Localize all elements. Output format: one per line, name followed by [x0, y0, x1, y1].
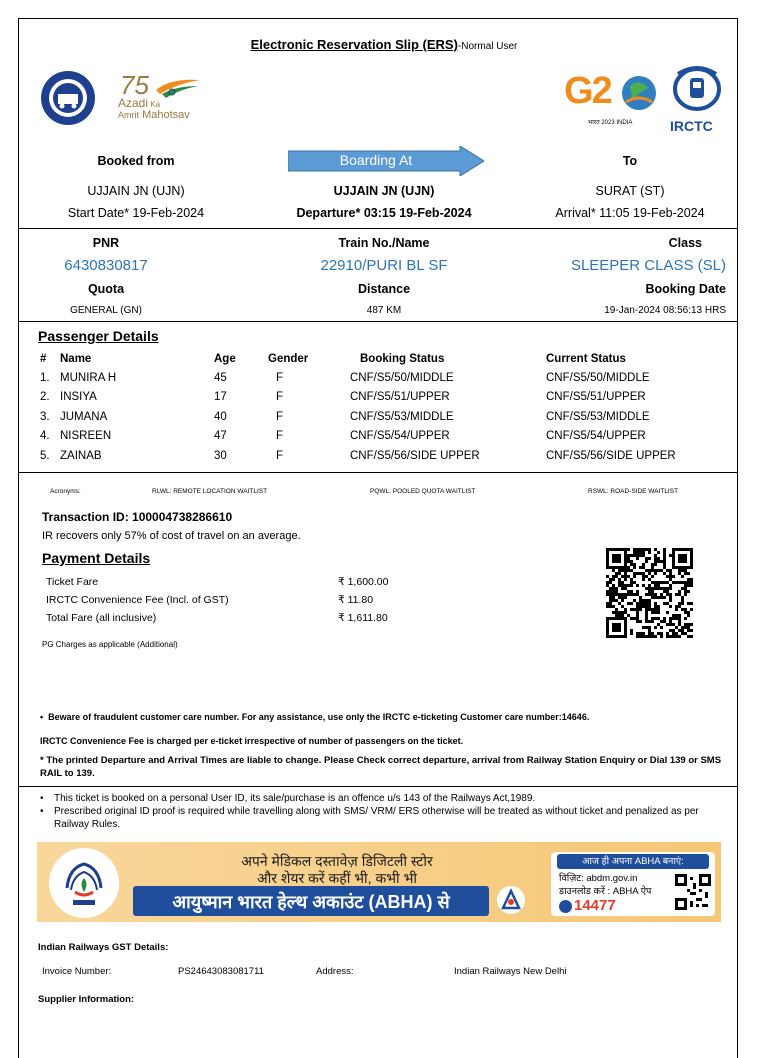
start-date: Start Date* 19-Feb-2024	[67, 206, 205, 220]
transaction-id: Transaction ID: 100004738286610	[42, 510, 233, 524]
from-station: UJJAIN JN (UJN)	[87, 184, 185, 198]
acronym-rswl: RSWL: ROAD-SIDE WAITLIST	[588, 488, 679, 495]
timing-note: * The printed Departure and Arrival Times are liable to change. Please Check correct departure, arrival from Railway Station Enquiry or Dial 139 or SMS RAIL to 139.	[40, 755, 722, 779]
distance-value: 487 KM	[366, 305, 402, 316]
column-header: Gender	[268, 353, 309, 365]
distance-label: Distance	[357, 282, 411, 296]
amrit-mahotsav-text: Amrit Mahotsav	[118, 109, 190, 121]
payment-details-heading: Payment Details	[42, 550, 151, 566]
address-value: Indian Railways New Delhi	[454, 966, 567, 977]
cell-gender: F	[276, 410, 284, 423]
cell-name: JUMANA	[60, 410, 108, 423]
abha-banner	[37, 842, 721, 922]
cell-current-status: CNF/S5/53/MIDDLE	[546, 410, 650, 423]
cell-no: 1.	[40, 371, 50, 384]
cell-age: 40	[214, 410, 227, 423]
arrival-time: Arrival* 11:05 19-Feb-2024	[555, 206, 705, 220]
convenience-fee-value: ₹ 11.80	[338, 594, 374, 606]
quota-label: Quota	[87, 282, 125, 296]
table-row	[40, 368, 726, 388]
invoice-number-value: PS24643083081711	[178, 966, 264, 977]
pnr-label: PNR	[92, 236, 120, 250]
train-label: Train No./Name	[338, 236, 430, 250]
abha-info-card: आज ही अपना ABHA बनाएं: विज़िट: abdm.gov.in डाउनलोड करें : ABHA ऐप 14477	[551, 852, 715, 916]
gst-heading: Indian Railways GST Details:	[38, 942, 169, 953]
cell-name: INSIYA	[60, 391, 97, 404]
abha-phone: 14477	[559, 897, 616, 914]
acronyms-label: Acronyms:	[50, 488, 81, 495]
total-fare-value: ₹ 1,611.80	[338, 612, 388, 624]
passenger-table	[40, 350, 726, 466]
table-row	[40, 446, 726, 466]
page-title: Electronic Reservation Slip (ERS)-Normal User	[250, 37, 518, 52]
boarding-station: UJJAIN JN (UJN)	[333, 184, 435, 198]
convenience-fee-note: IRCTC Convenience Fee is charged per e-ticket irrespective of number of passengers on the ticket.	[40, 736, 464, 746]
column-header: Age	[214, 353, 236, 365]
cell-age: 17	[214, 391, 227, 404]
cell-booking-status: CNF/S5/54/UPPER	[350, 430, 450, 443]
travel-class: SLEEPER CLASS (SL)	[570, 257, 726, 274]
booking-date-value: 19-Jan-2024 08:56:13 HRS	[604, 305, 726, 316]
cell-gender: F	[276, 449, 284, 462]
to-label: To	[622, 154, 638, 168]
cell-name: ZAINAB	[60, 449, 102, 462]
cell-no: 4.	[40, 430, 50, 443]
acronym-rlwl: RLWL: REMOTE LOCATION WAITLIST	[152, 488, 268, 495]
class-label: Class	[668, 236, 702, 250]
table-row	[40, 407, 726, 427]
abha-app-icon	[497, 886, 525, 914]
column-header: Booking Status	[360, 353, 445, 365]
pg-charges-note: PG Charges as applicable (Additional)	[42, 640, 178, 649]
abha-qr-code	[675, 874, 711, 910]
terms-list	[40, 792, 730, 831]
table-row	[40, 427, 726, 447]
divider	[18, 321, 738, 322]
boarding-arrow: Boarding At	[288, 146, 484, 176]
address-label: Address:	[316, 966, 354, 977]
table-row	[40, 388, 726, 408]
banner-highlight: आयुष्मान भारत हेल्थ अकाउंट (ABHA) से	[133, 886, 489, 916]
cell-booking-status: CNF/S5/50/MIDDLE	[350, 371, 454, 384]
convenience-fee-label: IRCTC Convenience Fee (Incl. of GST)	[46, 594, 229, 606]
indian-railways-logo	[40, 70, 96, 126]
cell-no: 3.	[40, 410, 50, 423]
column-header: Current Status	[546, 353, 626, 365]
divider	[18, 472, 738, 473]
cell-gender: F	[276, 371, 284, 384]
list-item: • This ticket is booked on a personal User ID, its sale/purchase is an offence u/s 143 of the Railways Act,1989.	[40, 793, 536, 804]
cell-booking-status: CNF/S5/53/MIDDLE	[350, 410, 454, 423]
cell-gender: F	[276, 391, 284, 404]
cell-current-status: CNF/S5/50/MIDDLE	[546, 371, 650, 384]
fraud-warning: • Beware of fraudulent customer care number. For any assistance, use only the IRCTC e-ticketing Customer care number:14646.	[40, 712, 590, 722]
list-item: • Prescribed original ID proof is required while travelling along with SMS/ VRM/ ERS otherwise will be treated as without ticket and penalized as per Railway Rules.	[40, 806, 699, 830]
cell-current-status: CNF/S5/51/UPPER	[546, 391, 646, 404]
pnr-number: 6430830817	[64, 257, 148, 274]
banner-line-2: और शेयर करें कहीं भी, कभी भी	[256, 870, 418, 886]
ayushman-logo	[49, 848, 119, 918]
ticket-fare-value: ₹ 1,600.00	[338, 576, 389, 588]
cell-age: 45	[214, 371, 227, 384]
cell-gender: F	[276, 430, 284, 443]
divider	[18, 228, 738, 229]
azadi-text: Azadi Ka	[118, 96, 161, 110]
cell-current-status: CNF/S5/56/SIDE UPPER	[546, 449, 676, 462]
banner-line-1: अपने मेडिकल दस्तावेज़ डिजिटली स्टोर	[241, 853, 433, 869]
booked-from-label: Booked from	[97, 154, 175, 168]
cell-booking-status: CNF/S5/51/UPPER	[350, 391, 450, 404]
cell-name: MUNIRA H	[60, 371, 117, 384]
table-header-row	[40, 350, 726, 368]
column-header: Name	[60, 353, 92, 365]
passenger-details-heading: Passenger Details	[38, 328, 159, 344]
cell-name: NISREEN	[60, 430, 112, 443]
booking-date-label: Booking Date	[645, 282, 726, 296]
cell-no: 5.	[40, 449, 50, 462]
quota-value: GENERAL (GN)	[70, 305, 142, 316]
g20-text	[564, 72, 644, 73]
irctc-logo: IRCTC	[666, 64, 728, 138]
divider	[18, 786, 738, 787]
ir-cost-note: IR recovers only 57% of cost of travel on an average.	[42, 530, 301, 542]
acronym-pqwl: PQWL: POOLED QUOTA WAITLIST	[370, 488, 476, 495]
cell-age: 30	[214, 449, 227, 462]
to-station: SURAT (ST)	[595, 184, 665, 198]
ticket-qr-code	[606, 548, 693, 638]
total-fare-label: Total Fare (all inclusive)	[46, 612, 157, 624]
azadi-ka-amrit-mahotsav-logo: 75 Azadi Ka Amrit Mahotsav	[116, 70, 206, 128]
cell-age: 47	[214, 430, 227, 443]
supplier-information-label: Supplier Information:	[38, 994, 135, 1005]
cell-booking-status: CNF/S5/56/SIDE UPPER	[350, 449, 480, 462]
train-number: 22910/PURI BL SF	[320, 257, 448, 274]
cell-no: 2.	[40, 391, 50, 404]
g20-logo: G2 भारत 2023 INDIA	[564, 72, 664, 134]
cell-current-status: CNF/S5/54/UPPER	[546, 430, 646, 443]
ticket-fare-label: Ticket Fare	[46, 576, 99, 588]
departure-time: Departure* 03:15 19-Feb-2024	[296, 206, 472, 220]
invoice-number-label: Invoice Number:	[42, 966, 112, 977]
column-header: #	[40, 353, 47, 365]
